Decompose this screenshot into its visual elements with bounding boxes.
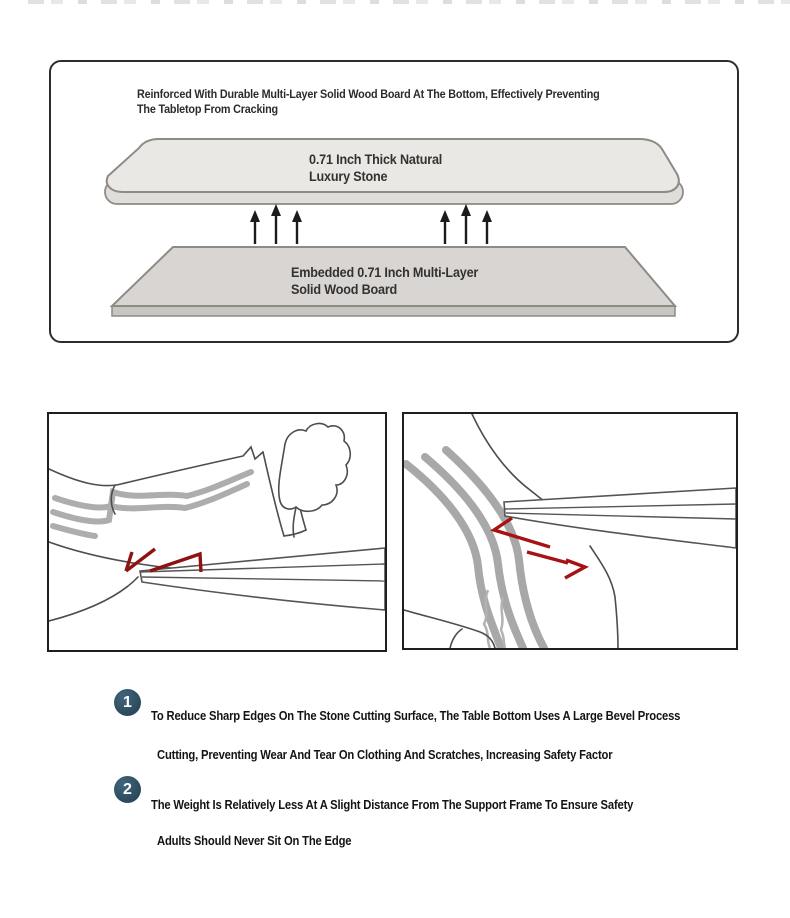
board-label-line-1: Embedded 0.71 Inch Multi-Layer xyxy=(291,264,479,280)
note-1-badge: 1 xyxy=(114,689,141,716)
table-edge-wedge xyxy=(140,548,385,610)
heading-line-1: Reinforced With Durable Multi-Layer Solid Wood Board At The Bottom, Effectively Preventing xyxy=(137,87,600,101)
wood-board-label xyxy=(291,264,478,298)
stone-label-line-1: 0.71 Inch Thick Natural xyxy=(309,151,443,167)
cropped-banner-fragment xyxy=(28,0,790,4)
note-1-line-2: Cutting, Preventing Wear And Tear On Clothing And Scratches, Increasing Safety Factor xyxy=(157,747,613,762)
stone-layer-label xyxy=(309,151,442,185)
illustration-knee-at-edge xyxy=(402,412,738,650)
info-box-heading xyxy=(137,87,600,117)
illustration-elbow-on-edge xyxy=(47,412,387,652)
stone-label-line-2: Luxury Stone xyxy=(309,168,388,184)
note-1-line-1: To Reduce Sharp Edges On The Stone Cutting Surface, The Table Bottom Uses A Large Bevel Process xyxy=(151,708,681,723)
up-arrows-icon xyxy=(250,204,492,244)
note-2-badge: 2 xyxy=(114,776,141,803)
trouser-stripes xyxy=(406,450,544,648)
note-2-line-1: The Weight Is Relatively Less At A Slight Distance From The Support Frame To Ensure Safety xyxy=(151,797,634,812)
wood-board-edge xyxy=(112,306,675,316)
construction-info-box xyxy=(49,60,739,343)
elbow-on-edge-drawing xyxy=(49,414,385,650)
board-label-line-2: Solid Wood Board xyxy=(291,281,398,297)
heading-line-2: The Tabletop From Cracking xyxy=(137,102,278,116)
note-2-line-2: Adults Should Never Sit On The Edge xyxy=(157,833,352,848)
knee-at-edge-drawing xyxy=(404,414,736,648)
